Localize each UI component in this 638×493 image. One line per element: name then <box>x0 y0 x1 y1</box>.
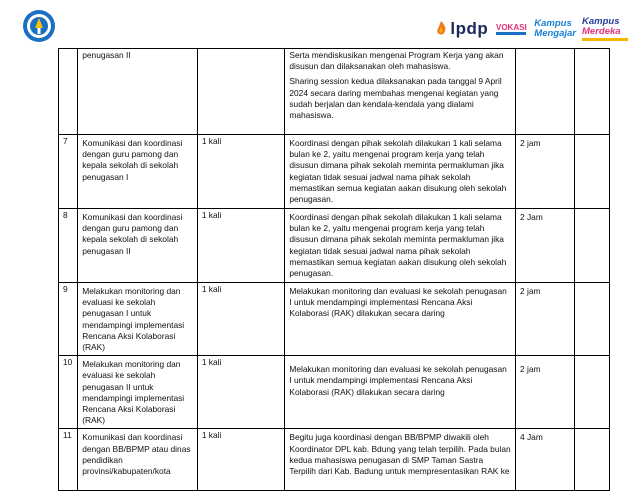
table-row <box>59 283 610 356</box>
table-row <box>59 356 610 429</box>
lpdp-logo <box>434 19 488 39</box>
row-number: 9 <box>59 283 78 356</box>
activity-cell: penugasan II <box>78 49 198 135</box>
frequency-cell: 1 kali <box>197 135 285 209</box>
kampus-merdeka-underline <box>582 38 628 41</box>
frequency-cell: 1 kali <box>197 356 285 429</box>
row-number: 11 <box>59 429 78 491</box>
empty-cell <box>574 356 609 429</box>
lpdp-wordmark: lpdp <box>450 19 489 38</box>
description-cell <box>285 209 516 283</box>
description-paragraph: Sharing session kedua dilaksanakan pada tanggal 9 April 2024 secara daring membahas mengenai kegiatan yang sudah berjalan dan kendala-kendala yang dialami mahasiswa. <box>289 76 502 121</box>
description-cell <box>285 49 516 135</box>
kampus-mengajar-logo <box>534 19 576 39</box>
vokasi-text: VOKASI <box>496 23 527 32</box>
empty-cell <box>574 209 609 283</box>
empty-cell <box>574 135 609 209</box>
activity-cell: Komunikasi dan koordinasi dengan guru pamong dan kepala sekolah di sekolah penugasan II <box>78 209 198 283</box>
duration-cell: 4 Jam <box>516 429 575 491</box>
lpdp-flame-icon <box>434 20 448 38</box>
duration-cell: 2 jam <box>516 356 575 429</box>
empty-cell <box>574 283 609 356</box>
duration-cell: 2 Jam <box>516 209 575 283</box>
activity-cell: Komunikasi dan koordinasi dengan BB/BPMP atau dinas pendidikan provinsi/kabupaten/kota <box>78 429 198 491</box>
frequency-cell: 1 kali <box>197 209 285 283</box>
description-paragraph: Melakukan monitoring dan evaluasi ke sekolah penugasan I untuk mendampingi implementasi Rencana Aksi Kolaborasi (RAK) dilakukan secara daring <box>289 364 507 397</box>
partner-logos <box>434 15 628 43</box>
frequency-cell: 1 kali <box>197 429 285 491</box>
activity-table <box>58 48 610 491</box>
table-row <box>59 429 610 491</box>
page-header <box>0 0 638 50</box>
table-row <box>59 135 610 209</box>
empty-cell <box>574 49 609 135</box>
kampus-merdeka-line1: Kampus <box>582 16 620 27</box>
description-paragraph: Begitu juga koordinasi dengan BB/BPMP diwakili oleh Koordinator DPL kab. Bdung yang telah terpilih. Pada bulan kedua mahasiswa penugasan di SMP Taman Sastra Terpilih dari Kab. Badung untuk mempresentasikan RAK ke <box>289 432 511 477</box>
table-row <box>59 209 610 283</box>
row-number: 10 <box>59 356 78 429</box>
kampus-merdeka-logo <box>582 17 628 41</box>
description-paragraph: Melakukan monitoring dan evaluasi ke sekolah penugasan I untuk mendampingi implementasi Rencana Aksi Kolaborasi (RAK) dilakukan secara daring <box>289 286 507 319</box>
row-number: 8 <box>59 209 78 283</box>
duration-cell: 2 jam <box>516 135 575 209</box>
description-paragraph: Serta mendiskusikan mengenai Program Kerja yang akan disusun dan dilaksanakan oleh mahasiswa. <box>289 50 504 72</box>
tut-wuri-handayani-logo <box>22 9 56 43</box>
duration-cell: 2 jam <box>516 283 575 356</box>
activity-cell: Komunikasi dan koordinasi dengan guru pamong dan kepala sekolah di sekolah penugasan I <box>78 135 198 209</box>
duration-cell <box>516 49 575 135</box>
description-cell <box>285 283 516 356</box>
description-cell <box>285 135 516 209</box>
row-number <box>59 49 78 135</box>
table-row <box>59 49 610 135</box>
activity-cell: Melakukan monitoring dan evaluasi ke sekolah penugasan II untuk mendampingi implementasi Rencana Aksi Kolaborasi (RAK) <box>78 356 198 429</box>
empty-cell <box>574 429 609 491</box>
vokasi-logo <box>494 18 528 40</box>
description-paragraph: Koordinasi dengan pihak sekolah dilakukan 1 kali selama bulan ke 2, yaitu mengenai program kerja yang telah disusun dimana pihak sekolah meminta permakluman jika kegiatan tidak sesuai jadwal nama pihak sekolah memastikan semua kegiatan aakan disukung oleh sekolah penugasan. <box>289 138 507 205</box>
description-cell <box>285 356 516 429</box>
activity-cell: Melakukan monitoring dan evaluasi ke sekolah penugasan I untuk mendampingi implementasi Rencana Aksi Kolaborasi (RAK) <box>78 283 198 356</box>
description-cell <box>285 429 516 491</box>
description-paragraph: Koordinasi dengan pihak sekolah dilakukan 1 kali selama bulan ke 2, yaitu mengenai program kerja yang telah disusun dimana pihak sekolah meminta permakluman jika kegiatan tidak sesuai jadwal nama pihak sekolah memastikan semua kegiatan aakan disukung oleh sekolah penugasan. <box>289 212 507 279</box>
row-number: 7 <box>59 135 78 209</box>
kampus-mengajar-line1: Kampus <box>534 18 572 29</box>
kampus-merdeka-line2: Merdeka <box>582 26 621 37</box>
kampus-mengajar-line2: Mengajar <box>534 28 576 39</box>
frequency-cell <box>197 49 285 135</box>
frequency-cell: 1 kali <box>197 283 285 356</box>
